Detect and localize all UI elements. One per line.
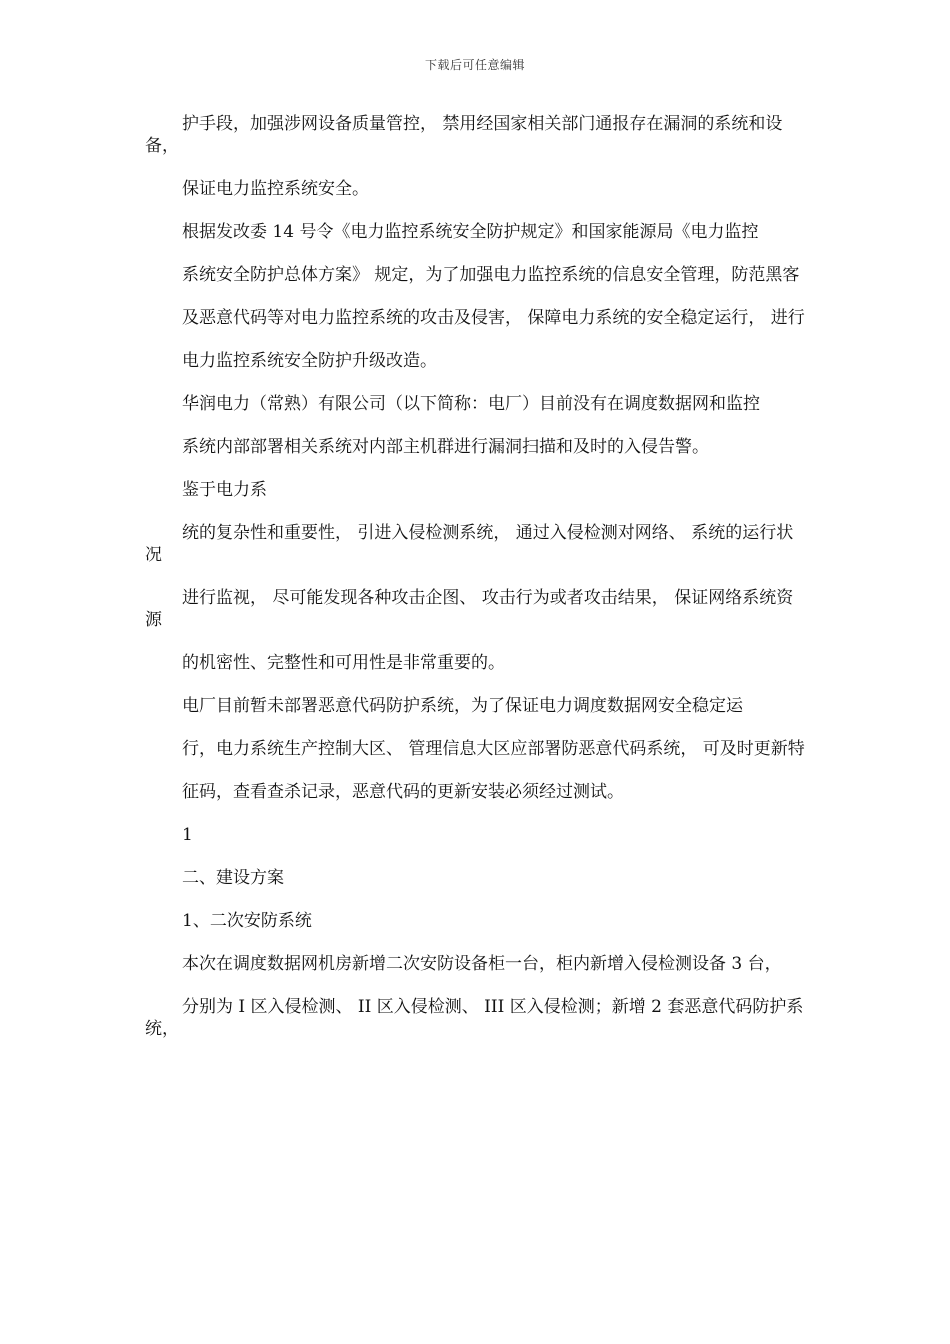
paragraph: 及恶意代码等对电力监控系统的攻击及侵害， 保障电力系统的安全稳定运行， 进行 [182,308,805,328]
subsection-heading: 1、二次安防系统 [182,911,312,931]
page-number: 1 [182,825,193,845]
paragraph: 电力监控系统安全防护升级改造。 [182,351,437,371]
paragraph: 行，电力系统生产控制大区、 管理信息大区应部署防恶意代码系统， 可及时更新特 [182,739,805,759]
paragraph: 护手段，加强涉网设备质量管控， 禁用经国家相关部门通报存在漏洞的系统和设备， [145,114,783,156]
paragraph: 分别为 I 区入侵检测、 II 区入侵检测、 III 区入侵检测；新增 2 套恶意代码防护系统， [145,997,804,1039]
paragraph: 华润电力（常熟）有限公司（以下简称：电厂）目前没有在调度数据网和监控 [182,394,760,414]
paragraph: 的机密性、完整性和可用性是非常重要的。 [182,653,505,673]
document-body [145,113,807,1061]
paragraph: 本次在调度数据网机房新增二次安防设备柜一台，柜内新增入侵检测设备 3 台， [182,954,782,974]
paragraph: 系统内部部署相关系统对内部主机群进行漏洞扫描和及时的入侵告警。 [182,437,709,457]
paragraph: 鉴于电力系 [182,480,267,500]
page-header: 下载后可任意编辑 [424,58,525,72]
paragraph: 系统安全防护总体方案》 规定，为了加强电力监控系统的信息安全管理，防范黑客 [182,265,800,285]
section-heading: 二、建设方案 [182,868,284,888]
paragraph: 统的复杂性和重要性， 引进入侵检测系统， 通过入侵检测对网络、 系统的运行状况 [145,523,794,565]
paragraph: 保证电力监控系统安全。 [182,179,369,199]
paragraph: 根据发改委 14 号令《电力监控系统安全防护规定》和国家能源局《电力监控 [182,222,759,242]
paragraph: 电厂目前暂未部署恶意代码防护系统，为了保证电力调度数据网安全稳定运 [182,696,743,716]
paragraph: 进行监视， 尽可能发现各种攻击企图、 攻击行为或者攻击结果， 保证网络系统资源 [145,588,794,630]
paragraph: 征码，查看查杀记录，恶意代码的更新安装必须经过测试。 [182,782,624,802]
